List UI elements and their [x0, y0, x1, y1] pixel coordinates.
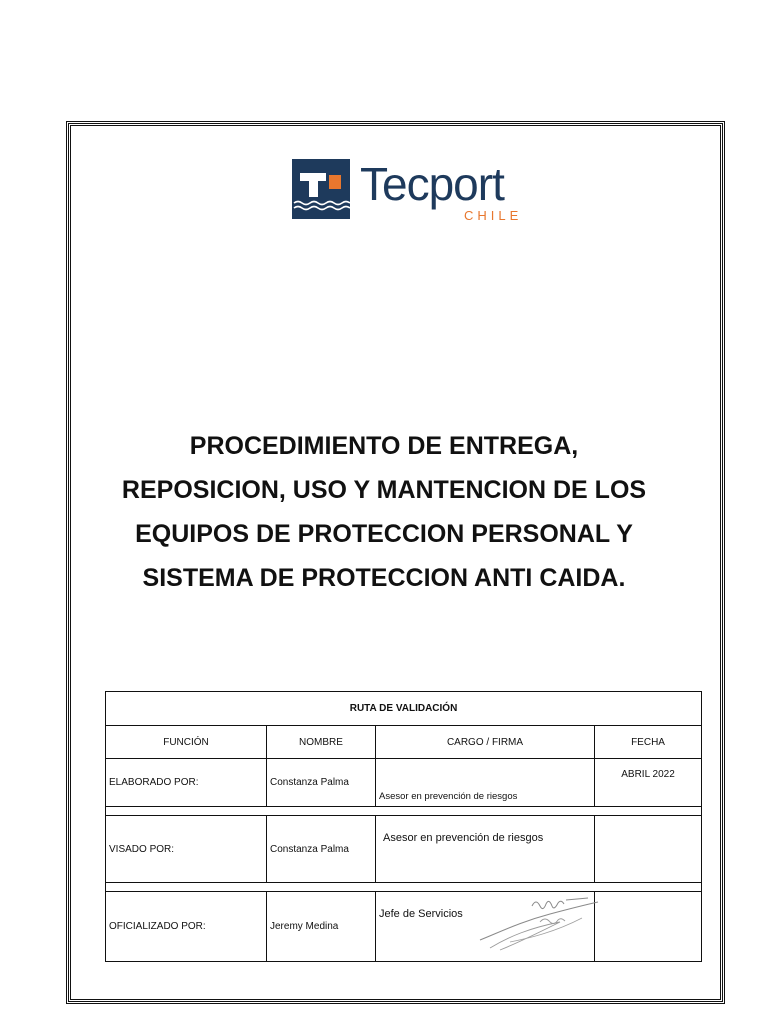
cargo-signature-cell: [376, 892, 595, 962]
table-header-row: [106, 726, 702, 759]
column-header-cargo: CARGO / FIRMA: [376, 726, 595, 759]
column-header-funcion: FUNCIÓN: [106, 726, 267, 759]
fecha-cell: ABRIL 2022: [595, 759, 702, 807]
separator-cell: [106, 807, 702, 816]
fecha-cell: [595, 816, 702, 883]
table-row: [106, 759, 702, 807]
cargo-cell: Asesor en prevención de riesgos: [376, 759, 595, 807]
table-row: [106, 892, 702, 962]
fecha-cell: [595, 892, 702, 962]
table-heading-row: [106, 692, 702, 726]
tecport-logo-icon: [292, 159, 350, 219]
company-logo: [292, 159, 532, 227]
signature-icon: [470, 892, 610, 952]
separator-row: [106, 883, 702, 892]
title-line: PROCEDIMIENTO DE ENTREGA,: [189, 432, 579, 460]
cargo-text: Jefe de Servicios: [379, 908, 463, 920]
funcion-cell: VISADO POR:: [106, 816, 267, 883]
title-line: EQUIPOS DE PROTECCION PERSONAL Y: [135, 520, 633, 548]
title-line: REPOSICION, USO Y MANTENCION DE LOS: [121, 476, 647, 504]
nombre-cell: Constanza Palma: [267, 816, 376, 883]
logo-country: CHILE: [464, 208, 523, 223]
cargo-cell: Asesor en prevención de riesgos: [376, 816, 595, 883]
title-line: SISTEMA DE PROTECCION ANTI CAIDA.: [142, 564, 626, 592]
nombre-cell: Constanza Palma: [267, 759, 376, 807]
logo-wordmark: Tecport: [360, 158, 504, 210]
table-row: [106, 816, 702, 883]
separator-row: [106, 807, 702, 816]
nombre-cell: Jeremy Medina: [267, 892, 376, 962]
validation-table: [105, 691, 702, 962]
funcion-cell: OFICIALIZADO POR:: [106, 892, 267, 962]
funcion-cell: ELABORADO POR:: [106, 759, 267, 807]
column-header-fecha: FECHA: [595, 726, 702, 759]
document-title: [90, 424, 678, 600]
table-heading: RUTA DE VALIDACIÓN: [106, 692, 702, 726]
column-header-nombre: NOMBRE: [267, 726, 376, 759]
separator-cell: [106, 883, 702, 892]
